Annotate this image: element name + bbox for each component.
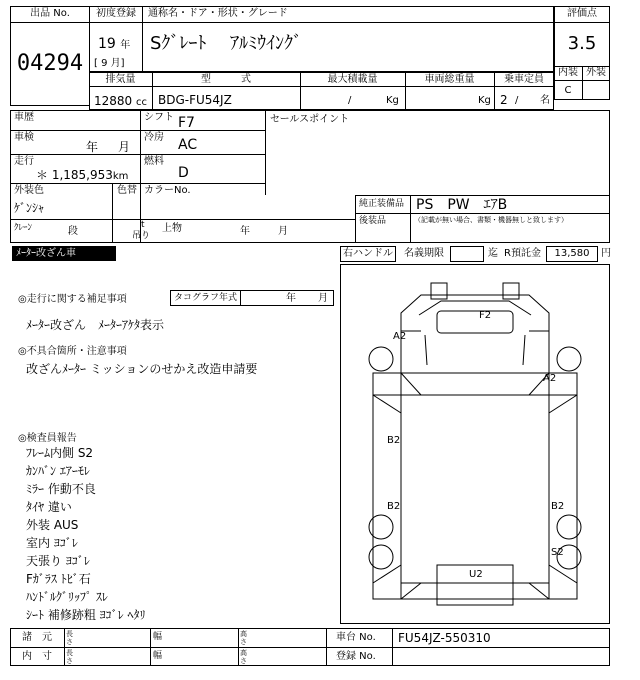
ac: AC [178, 137, 198, 153]
height-label: 高さ [240, 630, 247, 646]
displacement-label: 排気量 [105, 74, 136, 85]
damage-mark: U2 [469, 569, 483, 580]
first-reg-label: 初度登録 [96, 8, 136, 19]
width-label: 幅 [153, 632, 163, 642]
displacement: 12880 cc [94, 94, 148, 108]
shift-label: シフト [144, 112, 174, 123]
interior-grade: C [564, 85, 572, 96]
crane-ton-top: t [141, 220, 145, 230]
score-label: 評価点 [567, 8, 597, 19]
mileage: ＊ 1,185,953km [36, 168, 129, 182]
fuel-label: 燃料 [144, 156, 164, 167]
recycle-unit: 円 [601, 248, 611, 259]
height-label: 高さ [240, 649, 247, 665]
upper-year-unit: 年 [240, 226, 250, 237]
history-label: 車歴 [14, 112, 34, 123]
tacho-year-unit: 年 [286, 293, 296, 304]
tacho-month-unit: 月 [318, 293, 328, 304]
damage-mark: F2 [479, 310, 492, 321]
inspection-year-unit: 年 [86, 140, 99, 154]
inspection-label: 車検 [14, 132, 34, 143]
inspector-item: ｼｰﾄ 補修跡粗 ﾖｺﾞﾚ ﾍﾀﾘ [26, 608, 146, 622]
max-load-unit: Kg [386, 95, 399, 106]
capacity-unit: 名 [540, 95, 550, 106]
length-label: 長さ [66, 649, 73, 665]
right-hand-label: 右ハンドル [340, 246, 396, 262]
capacity-sep: / [515, 95, 519, 106]
tachograph-label: タコグラフ年式 [174, 293, 238, 303]
inspector-item: ｶﾝﾊﾞﾝ ｴｱｰﾓﾚ [26, 464, 90, 478]
crane-stage: 段 [68, 226, 78, 237]
supplement-body: ﾒｰﾀｰ改ざん ﾒｰﾀｰｱｹﾀ表示 [26, 318, 165, 332]
inspector-title: ◎検査員報告 [18, 433, 77, 444]
interior-dims-label: 内 寸 [22, 651, 52, 662]
inspector-item: Fｶﾞﾗｽ ﾄﾋﾞ石 [26, 572, 91, 586]
ext-color-label: 外装色 [14, 185, 44, 196]
shift: F7 [178, 115, 195, 131]
inspector-item: ﾐﾗｰ 作動不良 [26, 482, 96, 496]
first-reg-year: 19 年 [98, 36, 131, 52]
inspector-item: ﾊﾝﾄﾞﾙｸﾞﾘｯﾌﾟ ｽﾚ [26, 590, 108, 604]
score: 3.5 [567, 33, 597, 54]
crane-label: ｸﾚｰﾝ [14, 223, 33, 233]
reg-label: 登録 No. [336, 651, 376, 662]
crane-ton-bottom: 吊り [132, 231, 151, 241]
defects-title: ◎不具合箇所・注意事項 [18, 346, 127, 357]
lot-no: 04294 [16, 51, 84, 76]
first-reg-month: [ 9 月] [94, 58, 125, 69]
max-load-sep: / [348, 95, 352, 106]
length-label: 長さ [66, 630, 73, 646]
inspector-item: 外装 AUS [26, 518, 79, 532]
model: BDG-FU54JZ [158, 93, 232, 107]
inspector-item: ﾌﾚｰﾑ内側 S2 [26, 446, 94, 460]
gross-weight-label: 車両総重量 [424, 74, 475, 85]
max-load-label: 最大積載量 [327, 74, 378, 85]
vehicle-diagram [340, 264, 610, 624]
recycle-value: 13,580 [546, 246, 598, 262]
upper-label: 上物 [162, 223, 182, 234]
color-code-label: カラーNo. [144, 185, 191, 196]
aftermarket-note: （記載が無い場合、書類・機器無しと致します） [414, 216, 568, 224]
damage-mark: S2 [551, 547, 564, 558]
capacity-label: 乗車定員 [504, 74, 544, 85]
grade-name: Sｸﾞﾚｰﾄ ｱﾙﾐｳｲﾝｸﾞ [150, 33, 303, 54]
defects-body: 改ざんﾒｰﾀｰ ミッションのせかえ改造申請要 [26, 362, 258, 376]
equipment: PS PW ｴｱB [416, 197, 508, 213]
recycle-label: R預託金 [504, 248, 541, 259]
chassis-label: 車台 No. [336, 632, 376, 643]
mileage-label: 走行 [14, 156, 34, 167]
inspector-item: 天張り ﾖｺﾞﾚ [26, 554, 90, 568]
capacity: 2 [500, 93, 508, 107]
ac-label: 冷房 [144, 132, 164, 143]
inspector-item: 室内 ﾖｺﾞﾚ [26, 536, 78, 550]
inspection-month-unit: 月 [118, 140, 131, 154]
name-change-sep: 迄 [488, 248, 498, 259]
supplement-title: ◎走行に関する補足事項 [18, 294, 127, 305]
fuel: D [178, 165, 189, 181]
damage-mark: B2 [387, 435, 401, 446]
dims-label: 諸 元 [22, 632, 52, 643]
name-change-box [450, 246, 484, 262]
exterior-label: 外装 [586, 67, 606, 78]
name-label: 通称名・ドア・形状・グレード [148, 8, 288, 19]
upper-month-unit: 月 [278, 226, 288, 237]
lot-no-label: 出品 No. [30, 8, 70, 19]
meter-tampered-banner: ﾒｰﾀｰ改ざん車 [12, 246, 116, 261]
damage-mark: B2 [551, 501, 565, 512]
color-no-label: 色替 [117, 185, 137, 196]
model-label: 型 式 [201, 74, 251, 85]
ext-color: ｹﾞﾝｼｬ [14, 201, 45, 215]
width-label: 幅 [153, 651, 163, 661]
damage-mark: A2 [543, 373, 557, 384]
sales-point-label: セールスポイント [270, 114, 350, 125]
equipment-label: 純正装備品 [359, 199, 405, 209]
aftermarket-label: 後装品 [359, 216, 387, 226]
damage-mark: B2 [387, 501, 401, 512]
damage-mark: A2 [393, 331, 407, 342]
chassis-no: FU54JZ-550310 [398, 631, 491, 645]
name-change-label: 名義期限 [404, 248, 444, 259]
inspector-item: ﾀｲﾔ 違い [26, 500, 72, 514]
gross-weight-unit: Kg [478, 95, 491, 106]
interior-label: 内装 [558, 67, 578, 78]
